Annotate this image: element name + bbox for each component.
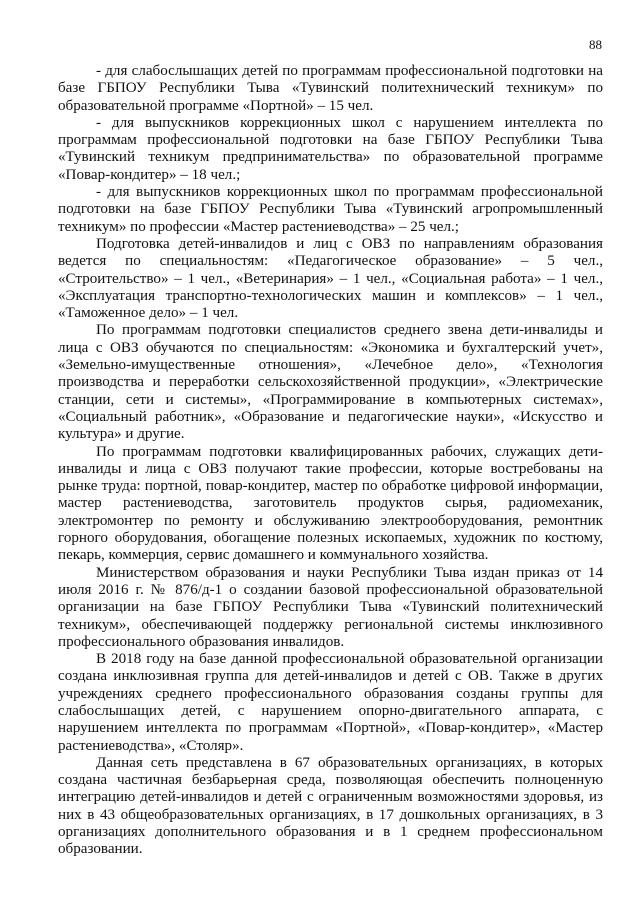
list-item-deaf-children: - для слабослышащих детей по программам профессиональной подготовки на базе ГБПОУ Республики Тыва «Тувинский политехнический техникум» по образовательной программе «Портной» – 15 чел. — [58, 63, 603, 114]
page-number: 88 — [589, 37, 602, 52]
list-item-correctional-graduates: - для выпускников коррекционных школ по программам профессиональной подготовки на базе ГБПОУ Республики Тыва «Тувинский агропромышленный техникум» по профессии «Мастер растениеводства» – 25 чел.; — [58, 184, 603, 235]
paragraph-mid-level-specialists: По программам подготовки специалистов среднего звена дети-инвалиды и лица с ОВЗ обучаются по специальностям: «Экономика и бухгалтерский учет», «Земельно-имущественные отношения», «Лечебное дело», «Технология производства и переработки сельскохозяйственной продукции», «Электрические станции, сети и системы», «Программирование в компьютерных системах», «Социальный работник», «Образование и педагогические науки», «Искусство и культура» и другие. — [58, 322, 603, 443]
paragraph-network-summary: Данная сеть представлена в 67 образовательных организациях, в которых создана частичная безбарьерная среда, позволяющая обеспечить полноценную интеграцию детей-инвалидов и детей с ограниченным возможностями здоровья, из них в 43 общеобразовательных организациях, в 17 дошкольных организациях, в 3 организациях дополнительного образования и в 1 среднем профессиональном образовании. — [58, 754, 603, 858]
paragraph-ministry-order: Министерством образования и науки Республики Тыва издан приказ от 14 июля 2016 г. № 876/д-1 о создании базовой профессиональной образовательной организации на базе ГБПОУ Республики Тыва «Тувинский политехнический техникум», обеспечивающей поддержку региональной системы инклюзивного профессионального образования инвалидов. — [58, 564, 603, 650]
paragraph-inclusive-group: В 2018 году на базе данной профессиональной образовательной организации создана инклюзивная группа для детей-инвалидов и детей с ОВ. Также в других учреждениях среднего профессионального образования созданы группы для слабослышащих детей, с нарушением опорно-двигательного аппарата, с нарушением интеллекта по программам «Портной», «Повар-кондитер», «Мастер растениеводства», «Столяр». — [58, 651, 603, 754]
paragraph-training-directions: Подготовка детей-инвалидов и лиц с ОВЗ по направлениям образования ведется по специальностям: «Педагогическое образование» – 5 чел., «Строительство» – 1 чел., «Ветеринария» – 1 чел., «Социальная работа» – 1 чел., «Эксплуатация транспортно-технологических машин и комплексов» – 1 чел., «Таможенное дело» – 1 чел. — [58, 235, 603, 322]
document-body — [58, 63, 603, 859]
paragraph-qualified-workers: По программам подготовки квалифицированных рабочих, служащих дети-инвалиды и лица с ОВЗ получают такие профессии, которые востребованы на рынке труда: портной, повар-кондитер, мастер по обработке цифровой информации, мастер растениеводства, заготовитель продуктов сырья, радиомеханик, электромонтер по ремонту и обслуживанию электрооборудования, ремонтник горного оборудования, обогащение полезных ископаемых, художник по костюму, пекарь, коммерция, сервис домашнего и коммунального хозяйства. — [58, 443, 603, 564]
list-item-intellect-graduates: - для выпускников коррекционных школ с нарушением интеллекта по программам профессиональной подготовки на базе ГБПОУ Республики Тыва «Тувинский техникум предпринимательства» по образовательной программе «Повар-кондитер» – 18 чел.; — [58, 114, 603, 183]
